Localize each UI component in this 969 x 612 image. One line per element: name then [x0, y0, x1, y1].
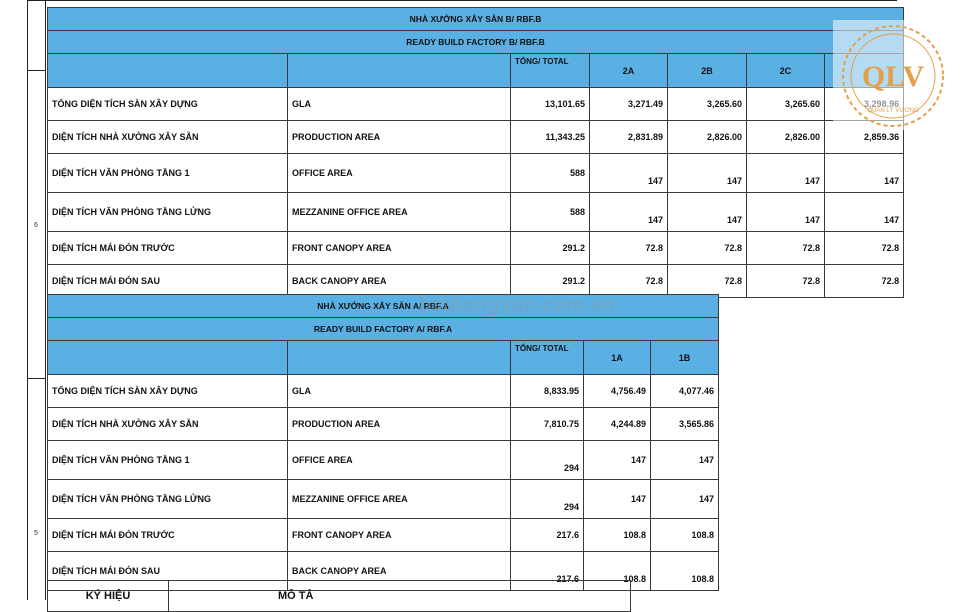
- row-label-en: BACK CANOPY AREA: [288, 265, 511, 298]
- table-row: [48, 193, 904, 232]
- frame-line-left-outer: [27, 0, 28, 600]
- row-value: 3,565.86: [651, 408, 719, 441]
- row-label-en: GLA: [288, 88, 511, 121]
- row-label-vi: DIỆN TÍCH MÁI ĐÓN TRƯỚC: [48, 232, 288, 265]
- row-label-vi: DIỆN TÍCH VĂN PHÒNG TẦNG 1: [48, 441, 288, 480]
- row-value: 72.8: [747, 265, 825, 298]
- header-cell: [288, 54, 511, 88]
- table-row: [48, 519, 719, 552]
- table-b-title-en: READY BUILD FACTORY B/ RBF.B: [48, 31, 904, 54]
- row-value: 147: [590, 193, 668, 232]
- row-label-vi: DIỆN TÍCH NHÀ XƯỞNG XÂY SẴN: [48, 408, 288, 441]
- table-row: [48, 88, 904, 121]
- row-label-en: MEZZANINE OFFICE AREA: [288, 193, 511, 232]
- header-total: TỔNG/ TOTAL: [511, 341, 584, 375]
- row-value: 4,077.46: [651, 375, 719, 408]
- row-value: 108.8: [584, 552, 651, 591]
- row-total: 13,101.65: [511, 88, 590, 121]
- row-value: 147: [590, 154, 668, 193]
- table-rbf-a: [47, 294, 719, 591]
- row-total: 217.6: [511, 552, 584, 591]
- row-total: 8,833.95: [511, 375, 584, 408]
- row-label-en: OFFICE AREA: [288, 154, 511, 193]
- row-value: 2,826.00: [668, 121, 747, 154]
- row-value: 108.8: [651, 552, 719, 591]
- row-value: 147: [584, 441, 651, 480]
- row-value: 147: [825, 154, 904, 193]
- row-value: 108.8: [584, 519, 651, 552]
- table-rbf-b: [47, 7, 904, 298]
- row-value: 2,831.89: [590, 121, 668, 154]
- row-value: 147: [747, 193, 825, 232]
- row-label-vi: DIỆN TÍCH VĂN PHÒNG TẦNG 1: [48, 154, 288, 193]
- legend-table: [47, 580, 631, 612]
- row-label-en: BACK CANOPY AREA: [288, 552, 511, 591]
- row-value: 4,756.49: [584, 375, 651, 408]
- frame-divider-1: [27, 70, 45, 71]
- table-row: [48, 265, 904, 298]
- table-row: [48, 232, 904, 265]
- row-label-vi: TỔNG DIỆN TÍCH SÀN XÂY DỰNG: [48, 88, 288, 121]
- row-value: 72.8: [747, 232, 825, 265]
- watermark: batdongsan.com.vn: [418, 294, 616, 316]
- frame-line-top: [27, 0, 897, 1]
- row-total: 294: [511, 480, 584, 519]
- table-row: [48, 154, 904, 193]
- row-value: 147: [651, 480, 719, 519]
- row-value: 4,244.89: [584, 408, 651, 441]
- row-label-vi: DIỆN TÍCH VĂN PHÒNG TẦNG LỬNG: [48, 193, 288, 232]
- row-total: 11,343.25: [511, 121, 590, 154]
- table-b-title-vi: NHÀ XƯỞNG XÂY SẴN B/ RBF.B: [48, 8, 904, 31]
- row-value: 147: [668, 193, 747, 232]
- table-a-title-en: READY BUILD FACTORY A/ RBF.A: [48, 318, 719, 341]
- row-value: 147: [747, 154, 825, 193]
- table-row: [48, 441, 719, 480]
- header-cell: [48, 341, 288, 375]
- row-label-en: PRODUCTION AREA: [288, 121, 511, 154]
- legend-description-header: MÔ TẢ: [278, 590, 314, 602]
- row-total: 294: [511, 441, 584, 480]
- section-number-5: 5: [34, 530, 38, 537]
- row-total: 291.2: [511, 232, 590, 265]
- row-total: 588: [511, 154, 590, 193]
- table-row: [48, 375, 719, 408]
- row-label-en: OFFICE AREA: [288, 441, 511, 480]
- header-cell: [288, 341, 511, 375]
- row-total: 7,810.75: [511, 408, 584, 441]
- row-label-vi: DIỆN TÍCH MÁI ĐÓN SAU: [48, 552, 288, 591]
- row-label-vi: DIỆN TÍCH VĂN PHÒNG TẦNG LỬNG: [48, 480, 288, 519]
- header-total: TỔNG/ TOTAL: [511, 54, 590, 88]
- stamp-small-text: QUẢN LÝ VƯỢNG: [867, 108, 919, 114]
- row-value: 72.8: [590, 232, 668, 265]
- row-value: 72.8: [590, 265, 668, 298]
- row-label-en: FRONT CANOPY AREA: [288, 519, 511, 552]
- row-total: 217.6: [511, 519, 584, 552]
- row-label-vi: DIỆN TÍCH MÁI ĐÓN SAU: [48, 265, 288, 298]
- row-label-vi: TỔNG DIỆN TÍCH SÀN XÂY DỰNG: [48, 375, 288, 408]
- row-value: 147: [651, 441, 719, 480]
- row-value: 147: [584, 480, 651, 519]
- table-row: [48, 408, 719, 441]
- row-value: 2,859.36: [825, 121, 904, 154]
- row-value: 72.8: [668, 265, 747, 298]
- row-label-en: MEZZANINE OFFICE AREA: [288, 480, 511, 519]
- row-value: 2,826.00: [747, 121, 825, 154]
- row-label-en: FRONT CANOPY AREA: [288, 232, 511, 265]
- row-value: 3,271.49: [590, 88, 668, 121]
- row-value: 72.8: [825, 232, 904, 265]
- row-value: 147: [825, 193, 904, 232]
- table-a-title-vi: NHÀ XƯỞNG XÂY SẴN A/ RBF.A: [48, 295, 719, 318]
- header-col-2c: 2C: [747, 54, 825, 88]
- table-row: [48, 121, 904, 154]
- section-number-6: 6: [34, 222, 38, 229]
- row-label-vi: DIỆN TÍCH MÁI ĐÓN TRƯỚC: [48, 519, 288, 552]
- header-col-2a: 2A: [590, 54, 668, 88]
- row-value: 3,265.60: [668, 88, 747, 121]
- header-cell: [48, 54, 288, 88]
- header-col-2b: 2B: [668, 54, 747, 88]
- row-total: 588: [511, 193, 590, 232]
- row-value: 72.8: [825, 265, 904, 298]
- header-col-1b: 1B: [651, 341, 719, 375]
- header-col-1a: 1A: [584, 341, 651, 375]
- row-label-en: PRODUCTION AREA: [288, 408, 511, 441]
- table-row: [48, 480, 719, 519]
- row-value: 72.8: [668, 232, 747, 265]
- row-label-en: GLA: [288, 375, 511, 408]
- legend-symbol-header: KÝ HIỆU: [48, 581, 169, 611]
- row-total: 291.2: [511, 265, 590, 298]
- qlv-stamp-logo: [833, 20, 951, 130]
- frame-line-left-inner: [45, 0, 46, 600]
- row-value: 108.8: [651, 519, 719, 552]
- row-value: 147: [668, 154, 747, 193]
- row-value: 3,265.60: [747, 88, 825, 121]
- frame-divider-2: [27, 378, 45, 379]
- stamp-logo-text: QLV: [861, 60, 925, 93]
- row-label-vi: DIỆN TÍCH NHÀ XƯỞNG XÂY SẴN: [48, 121, 288, 154]
